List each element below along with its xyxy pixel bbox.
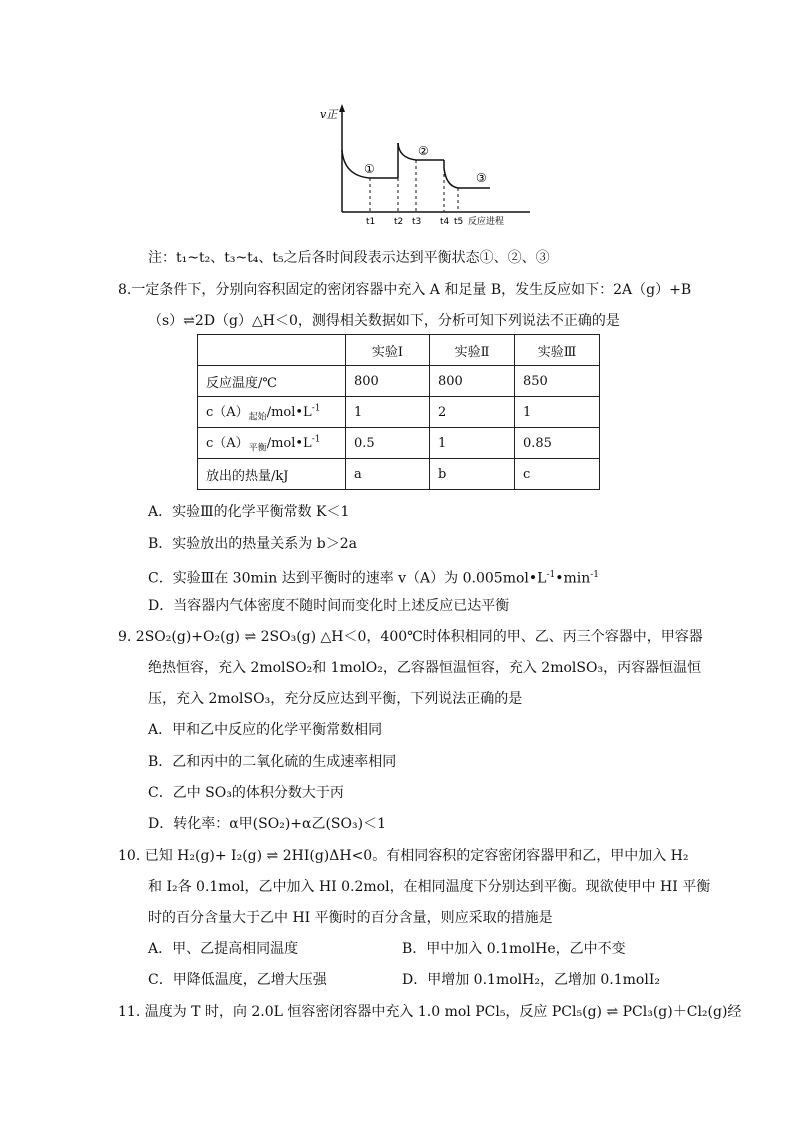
q8-option-a: A．实验Ⅲ的化学平衡常数 K＜1 bbox=[148, 504, 350, 520]
q10-option-b: B．甲中加入 0.1molHe，乙中不变 bbox=[402, 941, 626, 957]
q9-option-b: B．乙和丙中的二氧化硫的生成速率相同 bbox=[148, 754, 397, 770]
q9-option-d: D．转化率：α甲(SO₂)+α乙(SO₃)＜1 bbox=[148, 816, 386, 832]
q9-stem-line1: 9. 2SO₂(g)+O₂(g) ⇌ 2SO₃(g) △H＜0，400℃时体积相同的甲、乙、丙三个容器中，甲容器 bbox=[118, 629, 703, 645]
table-cell: 850 bbox=[515, 366, 600, 397]
table-header-cell: 实验Ⅱ bbox=[430, 335, 515, 366]
state-label-2: ② bbox=[418, 144, 429, 158]
table-header-cell: 实验Ⅲ bbox=[515, 335, 600, 366]
q10-stem-line3: 时的百分含量大于乙中 HI 平衡时的百分含量，则应采取的措施是 bbox=[148, 910, 553, 926]
table-row bbox=[198, 397, 600, 428]
tick-t3: t3 bbox=[412, 217, 422, 227]
table-cell: 0.85 bbox=[515, 428, 600, 459]
q9-option-c: C．乙中 SO₃的体积分数大于丙 bbox=[148, 785, 344, 801]
table-header-cell bbox=[198, 335, 346, 366]
q8-option-c: C．实验Ⅲ在 30min 达到平衡时的速率 v（A）为 $0.005mol•L^{-1}•\min^{-1}$ bbox=[148, 570, 600, 587]
table-cell: 800 bbox=[346, 366, 430, 397]
table-row-label: 反应温度/℃ bbox=[198, 366, 346, 397]
table-row bbox=[198, 459, 600, 490]
table-row-label: $c(A)_{起始}/mol•L^{-1}$ bbox=[198, 397, 346, 428]
tick-t5: t5 bbox=[454, 217, 464, 227]
table-cell: 1 bbox=[430, 428, 515, 459]
table-cell: 800 bbox=[430, 366, 515, 397]
table-row-label: $c(A)_{平衡}/mol•L^{-1}$ bbox=[198, 428, 346, 459]
tick-t4: t4 bbox=[440, 217, 450, 227]
q10-stem-line1: 10. 已知 H₂(g)+ I₂(g) ⇌ 2HI(g)ΔH<0。有相同容积的定容密闭容器甲和乙，甲中加入 H₂ bbox=[118, 848, 689, 864]
q8-data-table bbox=[197, 334, 600, 490]
q8-option-d: D．当容器内气体密度不随时间而变化时上述反应已达平衡 bbox=[148, 598, 510, 614]
q10-option-d: D．甲增加 0.1molH₂，乙增加 0.1molI₂ bbox=[402, 972, 660, 988]
q8-stem-line2: （s）⇌2D（g）△H＜0，测得相关数据如下，分析可知下列说法不正确的是 bbox=[148, 313, 620, 329]
q8-option-b: B．实验放出的热量关系为 b＞2a bbox=[148, 536, 357, 552]
x-axis-label: 反应进程 bbox=[468, 217, 505, 227]
table-row bbox=[198, 428, 600, 459]
q10-option-a: A．甲、乙提高相同温度 bbox=[148, 941, 299, 957]
table-cell: a bbox=[346, 459, 430, 490]
q9-stem-line3: 压，充入 2molSO₃，充分反应达到平衡，下列说法正确的是 bbox=[148, 691, 523, 707]
table-cell: 2 bbox=[430, 397, 515, 428]
table-cell: c bbox=[515, 459, 600, 490]
q8-stem-line1: 8.一定条件下，分别向容积固定的密闭容器中充入 A 和足量 B，发生反应如下：2A（g）+B bbox=[118, 282, 692, 298]
rate-time-graph bbox=[318, 100, 538, 230]
table-row-label: 放出的热量/kJ bbox=[198, 459, 346, 490]
tick-t1: t1 bbox=[366, 217, 376, 227]
tick-t2: t2 bbox=[394, 217, 404, 227]
y-axis-label: v正 bbox=[320, 108, 338, 121]
table-row bbox=[198, 366, 600, 397]
table-cell: 1 bbox=[515, 397, 600, 428]
state-label-3: ③ bbox=[476, 171, 487, 185]
table-cell: b bbox=[430, 459, 515, 490]
table-cell: 0.5 bbox=[346, 428, 430, 459]
q9-stem-line2: 绝热恒容，充入 2molSO₂和 1molO₂，乙容器恒温恒容，充入 2molSO₃，丙容器恒温恒 bbox=[148, 660, 702, 676]
state-label-1: ① bbox=[364, 162, 375, 176]
table-header-row bbox=[198, 335, 600, 366]
table-header-cell: 实验Ⅰ bbox=[346, 335, 430, 366]
q10-option-c: C．甲降低温度，乙增大压强 bbox=[148, 972, 327, 988]
q9-option-a: A．甲和乙中反应的化学平衡常数相同 bbox=[148, 722, 383, 738]
q10-stem-line2: 和 I₂各 0.1mol，乙中加入 HI 0.2mol，在相同温度下分别达到平衡。现欲使甲中 HI 平衡 bbox=[148, 879, 711, 895]
y-axis-arrow bbox=[339, 104, 345, 112]
q11-stem-line1: 11. 温度为 T 时，向 2.0L 恒容密闭容器中充入 1.0 mol PCl₅，反应 PCl₅(g) ⇌ PCl₃(g)＋Cl₂(g)经 bbox=[118, 1004, 742, 1020]
figure-note: 注：t₁~t₂、t₃~t₄、t₅之后各时间段表示达到平衡状态①、②、③ bbox=[148, 250, 550, 266]
table-cell: 1 bbox=[346, 397, 430, 428]
